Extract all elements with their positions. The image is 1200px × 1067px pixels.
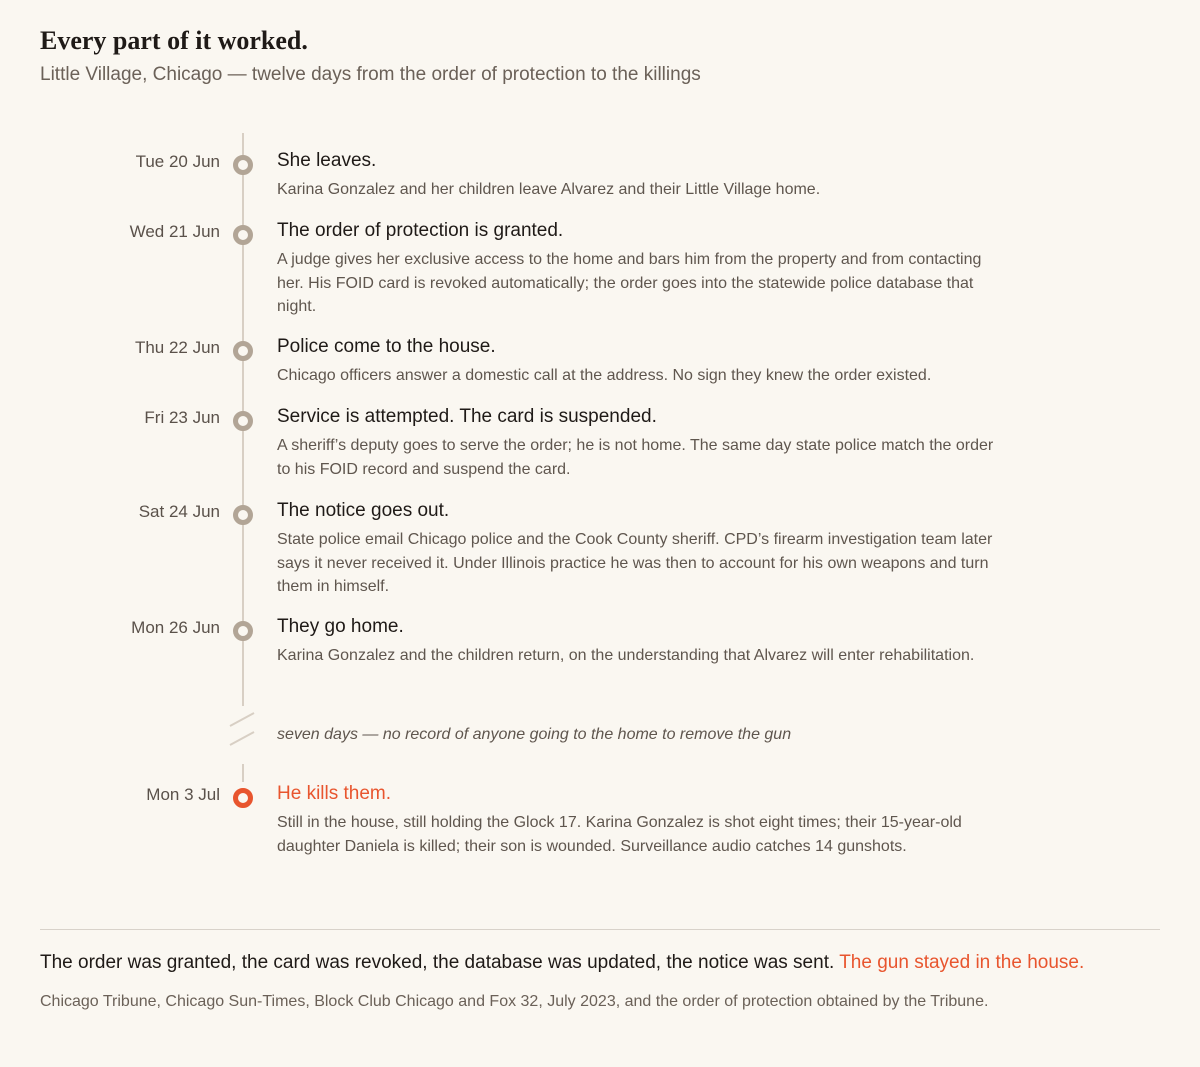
- event-detail: Karina Gonzalez and the children return, on the understanding that Alvarez will enter rehabilitation.: [277, 647, 975, 664]
- event-headline: Service is attempted. The card is suspended.: [277, 406, 657, 427]
- event-marker-icon: [233, 225, 253, 245]
- event-detail: A sheriff’s deputy goes to serve the order; he is not home. The same day state police match the order to his FOID record and suspend the card.: [277, 437, 994, 478]
- event-marker-icon: [233, 788, 253, 808]
- timeline-line-final: [242, 764, 244, 782]
- event-detail: State police email Chicago police and the Cook County sheriff. CPD’s firearm investigation team later says it never received it. Under Illinois practice he was then to account for his own weapons and turn them in himself.: [277, 531, 993, 595]
- event-detail: A judge gives her exclusive access to the home and bars him from the property and from contacting her. His FOID card is revoked automatically; the order goes into the statewide police database that night.: [277, 251, 982, 315]
- event-detail: Chicago officers answer a domestic call at the address. No sign they knew the order existed.: [277, 367, 932, 384]
- conclusion-text: The order was granted, the card was revoked, the database was updated, the notice was sent.: [40, 952, 835, 973]
- timeline-gap-note: seven days — no record of anyone going to the home to remove the gun: [277, 726, 792, 743]
- event-date: Mon 26 Jun: [131, 618, 220, 637]
- source-note: Chicago Tribune, Chicago Sun-Times, Block Club Chicago and Fox 32, July 2023, and the order of protection obtained by the Tribune.: [40, 993, 989, 1010]
- event-headline: He kills them.: [277, 783, 392, 804]
- event-date: Tue 20 Jun: [135, 152, 220, 171]
- event-headline: The notice goes out.: [277, 500, 450, 521]
- event-date: Sat 24 Jun: [138, 502, 220, 521]
- event-marker-icon: [233, 155, 253, 175]
- conclusion-emphasis: The gun stayed in the house.: [839, 952, 1085, 973]
- event-marker-icon: [233, 341, 253, 361]
- event-date: Thu 22 Jun: [134, 338, 220, 357]
- event-date: Fri 23 Jun: [144, 408, 220, 427]
- event-marker-icon: [233, 505, 253, 525]
- page-subtitle: Little Village, Chicago — twelve days from the order of protection to the killings: [40, 64, 701, 85]
- divider: [40, 929, 1160, 930]
- event-headline: Police come to the house.: [277, 336, 496, 357]
- conclusion: [40, 952, 1084, 974]
- event-marker-icon: [233, 621, 253, 641]
- event-headline: They go home.: [277, 616, 404, 637]
- event-date: Wed 21 Jun: [129, 222, 220, 241]
- event-detail: Still in the house, still holding the Glock 17. Karina Gonzalez is shot eight times; their 15-year-old daughter Daniela is killed; their son is wounded. Surveillance audio catches 14 gunshots.: [277, 814, 962, 855]
- event-date: Mon 3 Jul: [146, 785, 220, 804]
- page-title: Every part of it worked.: [40, 26, 308, 55]
- event-marker-icon: [233, 411, 253, 431]
- event-headline: The order of protection is granted.: [277, 220, 564, 241]
- event-headline: She leaves.: [277, 150, 377, 171]
- timeline-break-icon: [228, 712, 258, 748]
- event-detail: Karina Gonzalez and her children leave Alvarez and their Little Village home.: [277, 181, 821, 198]
